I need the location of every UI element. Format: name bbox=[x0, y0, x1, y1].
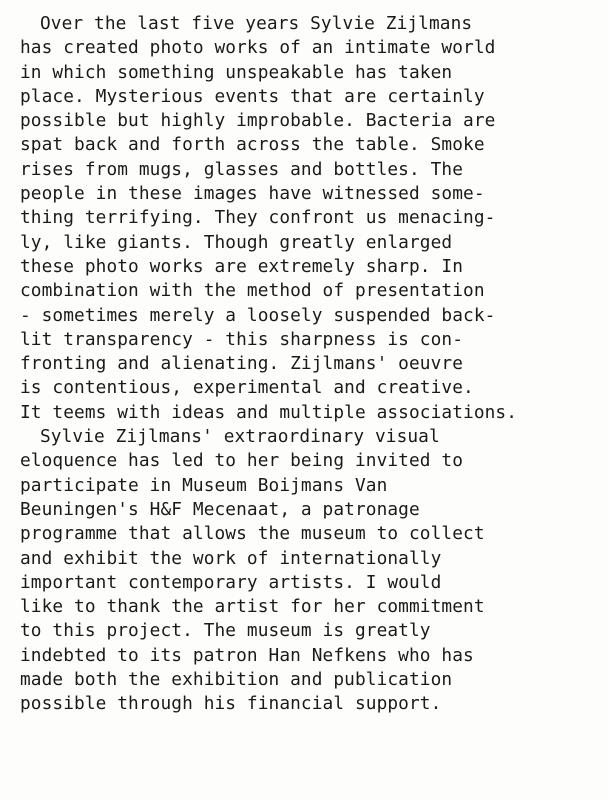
text-line: rises from mugs, glasses and bottles. The bbox=[20, 158, 464, 180]
text-line: is contentious, experimental and creative. bbox=[20, 377, 474, 399]
text-line: and exhibit the work of internationally bbox=[20, 547, 442, 569]
text-line: place. Mysterious events that are certainly bbox=[20, 85, 485, 107]
text-line: possible through his financial support. bbox=[20, 693, 442, 715]
body-text bbox=[20, 12, 605, 717]
text-line: indebted to its patron Han Nefkens who has bbox=[20, 644, 474, 666]
text-line: spat back and forth across the table. Smoke bbox=[20, 134, 485, 156]
text-line: programme that allows the museum to collect bbox=[20, 523, 485, 545]
text-line: has created photo works of an intimate world bbox=[20, 37, 496, 59]
text-line: these photo works are extremely sharp. In bbox=[20, 255, 464, 277]
text-line: lit transparency - this sharpness is con- bbox=[20, 328, 464, 350]
text-line: possible but highly improbable. Bacteria are bbox=[20, 110, 496, 132]
text-line: thing terrifying. They confront us menacing- bbox=[20, 207, 496, 229]
text-line: eloquence has led to her being invited to bbox=[20, 450, 464, 472]
text-line: combination with the method of presentation bbox=[20, 280, 485, 302]
text-line: Sylvie Zijlmans' extraordinary visual bbox=[40, 426, 440, 448]
text-line: fronting and alienating. Zijlmans' oeuvre bbox=[20, 353, 464, 375]
text-line: Beuningen's H&F Mecenaat, a patronage bbox=[20, 498, 420, 520]
text-line: people in these images have witnessed some- bbox=[20, 183, 485, 205]
text-line: It teems with ideas and multiple associations. bbox=[20, 401, 518, 423]
text-line: Over the last five years Sylvie Zijlmans bbox=[40, 13, 473, 34]
text-line: made both the exhibition and publication bbox=[20, 669, 453, 691]
text-line: ly, like giants. Though greatly enlarged bbox=[20, 231, 453, 253]
text-line: important contemporary artists. I would bbox=[20, 571, 442, 593]
text-line: like to thank the artist for her commitment bbox=[20, 596, 485, 618]
text-line: in which something unspeakable has taken bbox=[20, 61, 453, 83]
text-line: - sometimes merely a loosely suspended back- bbox=[20, 304, 496, 326]
text-line: to this project. The museum is greatly bbox=[20, 620, 431, 642]
text-line: participate in Museum Boijmans Van bbox=[20, 474, 388, 496]
